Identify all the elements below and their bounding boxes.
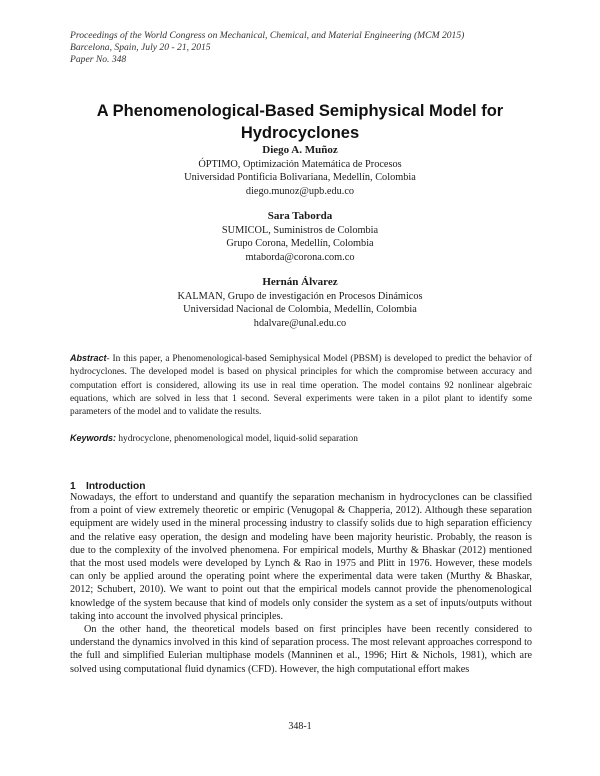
author-name: Hernán Álvarez	[262, 276, 338, 288]
author-email: diego.munoz@upb.edu.co	[245, 185, 355, 197]
author-list	[40, 144, 560, 342]
author-email: hdalvare@unal.edu.co	[253, 317, 347, 329]
body-paragraph: On the other hand, the theoretical models based on first principles have been recently considered to understand the dynamics involved in this kind of separation process. The most relevant approaches correspond to the full and simplified Eulerian multiphase models (Manninen et al., 1996; Hirt & Nichols, 1981), which are solved using computational fluid dynamics (CFD). However, the high computational effort makes	[70, 624, 532, 675]
body-paragraph: Nowadays, the effort to understand and quantify the separation mechanism in hydrocyclones can be classified from a point of view extremely theoretic or empiric (Venugopal & Chapperia, 2012). Although these separation equipment are widely used in the mineral processing industry to classify solids due to high separation efficiency and the relative easy operation, the design and modeling have been majority heuristic. Probably, the reason is due to the complexity of the involved phenomena. For empirical models, Murthy & Bhaskar (2012) mentioned that the most used models were developed by Lynch & Rao in 1975 and Plitt in 1976. However, these models can only be applied around the operating point where the experimental data were taken (Murthy & Bhaskar, 2012; Schubert, 2010). We want to point out that the empirical models cannot provide the phenomenological knowledge of the system because that kind of models only consider the system as a set of inputs/outputs without taking into account the involved physical principles.	[70, 492, 532, 622]
author-block	[40, 276, 560, 330]
author-affiliation: Universidad Pontificia Bolivariana, Medellín, Colombia	[184, 172, 416, 183]
body-text	[70, 491, 532, 676]
page-number: 348-1	[288, 721, 312, 732]
author-affiliation: ÓPTIMO, Optimización Matemática de Procesos	[198, 158, 402, 170]
section-title: Introduction	[86, 481, 146, 492]
author-block	[40, 144, 560, 198]
keywords-label: Keywords:	[70, 433, 117, 443]
author-affiliation: KALMAN, Grupo de investigación en Procesos Dinámicos	[177, 290, 423, 302]
title-line-2: Hydrocyclones	[240, 124, 360, 142]
abstract-text: - In this paper, a Phenomenological-based Semiphysical Model (PBSM) is developed to predict the behavior of hydrocyclones. The developed model is based on physical principles for which the compromise between accuracy and computation effort is considered, allowing its use in real time operation. The model contains 92 nonlinear algebraic equations, which are solved in less that 1 second. Several experiments were taken in a pilot plant to identify some parameters of the model and to validate the results.	[70, 354, 532, 418]
header-line-paper-number: Paper No. 348	[70, 54, 127, 65]
author-affiliation: Grupo Corona, Medellín, Colombia	[226, 238, 374, 249]
abstract	[70, 352, 532, 419]
author-affiliation: SUMICOL, Suministros de Colombia	[221, 224, 379, 236]
header-line-location: Barcelona, Spain, July 20 - 21, 2015	[70, 42, 211, 53]
author-email: mtaborda@corona.com.co	[245, 251, 355, 263]
title-line-1: A Phenomenological-Based Semiphysical Model for	[96, 102, 504, 120]
author-name: Sara Taborda	[267, 210, 333, 222]
keywords	[70, 432, 532, 446]
section-number: 1	[70, 481, 76, 492]
conference-header	[70, 30, 464, 66]
paper-title	[40, 100, 560, 144]
keywords-text: hydrocyclone, phenomenological model, liquid-solid separation	[116, 434, 358, 444]
author-block	[40, 210, 560, 264]
abstract-label: Abstract	[70, 353, 107, 363]
author-name: Diego A. Muñoz	[262, 144, 338, 156]
header-line-proceedings: Proceedings of the World Congress on Mechanical, Chemical, and Material Engineering (MCM 2015)	[70, 30, 465, 41]
author-affiliation: Universidad Nacional de Colombia, Medellín, Colombia	[183, 304, 417, 315]
